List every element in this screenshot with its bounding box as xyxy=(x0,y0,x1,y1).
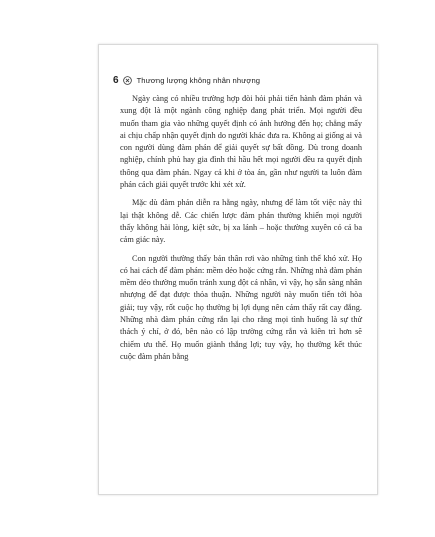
body-text xyxy=(120,93,362,369)
running-title: Thương lượng không nhân nhượng xyxy=(136,76,261,85)
book-page xyxy=(98,44,378,495)
paragraph: Mặc dù đàm phán diễn ra hằng ngày, nhưng để làm tốt việc này thì lại thật không dễ. Các chiến lược đàm phán thường khiến mọi người thấy không hài lòng, kiệt sức, bị xa lánh – hoặc thường xuyên có cả ba cảm giác này. xyxy=(120,198,362,245)
paragraph: Ngày càng có nhiều trường hợp đòi hỏi phải tiến hành đàm phán và xung đột là một ngành công nghiệp đang phát triển. Mọi người đều muốn tham gia vào những quyết định có ảnh hưởng đến họ; chẳng mấy ai chịu chấp nhận quyết định do người khác đưa ra. Không ai giống ai và con người dùng đàm phán để giải quyết sự bất đồng. Dù trong doanh nghiệp, chính phủ hay gia đình thì hầu hết mọi người đều ra quyết định thông qua đàm phán. Ngay cả khi ở tòa án, gần như người ta luôn đàm phán cách giải quyết trước khi xét xử. xyxy=(120,94,362,190)
circle-x-icon xyxy=(123,76,132,85)
paragraph: Con người thường thấy bản thân rơi vào những tình thế khó xử. Họ có hai cách để đàm phán: mềm dẻo hoặc cứng rắn. Những nhà đàm phán mềm dẻo thường muốn tránh xung đột cá nhân, vì vậy, họ sẵn sàng nhân nhượng để đạt được thỏa thuận. Những người này muốn tiến tới hòa giải; tuy vậy, rốt cuộc họ thường bị lợi dụng nên cảm thấy rất cay đắng. Những nhà đàm phán cứng rắn lại cho rằng mọi tình huống là sự thử thách ý chí, ở đó, bên nào có lập trường cứng rắn và kiên trì hơn sẽ chiếm ưu thế. Họ muốn giành thắng lợi; tuy vậy, họ thường kết thúc cuộc đàm phán bằng xyxy=(120,253,362,361)
page-number: 6 xyxy=(113,75,119,86)
page-header xyxy=(113,75,260,86)
